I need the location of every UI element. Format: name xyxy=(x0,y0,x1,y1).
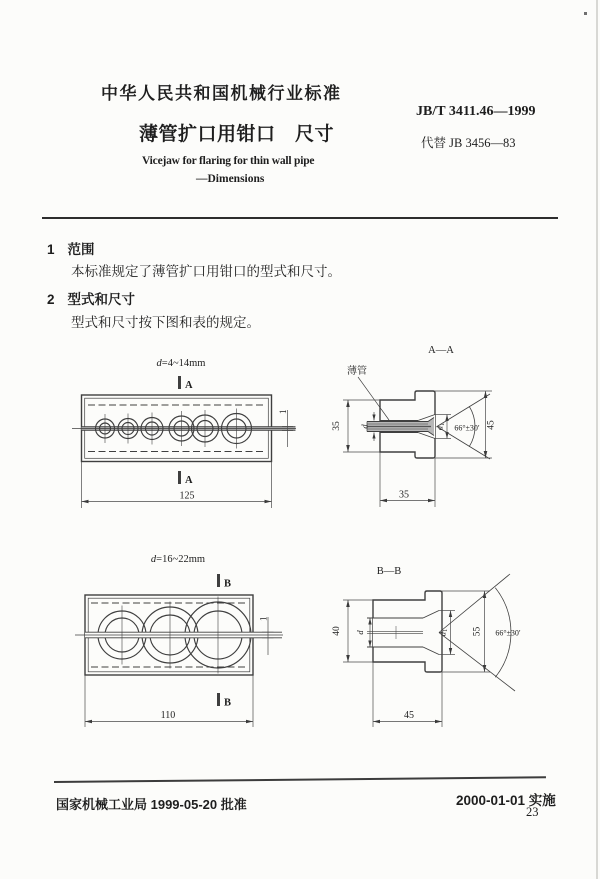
fig2-length-dim-label: 110 xyxy=(160,710,176,721)
fig2-height-right-dim-label: 55 xyxy=(472,626,483,637)
fig2-d-dim-label: d xyxy=(355,630,365,635)
replaces-note: 代替 JB 3456—83 xyxy=(421,136,516,150)
section-1-title: 范围 xyxy=(67,242,95,257)
english-title-line1: Vicejaw for flaring for thin wall pipe xyxy=(142,155,315,167)
fig2-section-letter-bottom: B xyxy=(224,697,232,709)
fig1-section-letter-bottom: A xyxy=(185,475,193,486)
section-2-heading xyxy=(47,288,135,308)
section-1-heading xyxy=(47,238,95,258)
fig1-angle-dim-label: 66°±30′ xyxy=(454,423,480,433)
fig2-angle-dim-label: 66°±30′ xyxy=(495,628,521,638)
fig1-height-right-dim-label: 45 xyxy=(486,420,497,430)
header-rule xyxy=(42,217,558,219)
fig2-section-view xyxy=(332,566,521,727)
fig1-height-left-dim-label: 35 xyxy=(332,421,342,431)
footer-rule xyxy=(54,776,546,782)
page-number: 23 xyxy=(526,805,539,819)
fig2-range-label: d=16~22mm xyxy=(150,554,206,565)
implementation-date: 2000-01-01 实施 xyxy=(456,793,556,808)
fig2-gap-dim-label: 1 xyxy=(258,616,269,621)
fig2-slot xyxy=(373,611,439,655)
fig1-plan-view xyxy=(72,395,296,508)
fig2-section-title: B—B xyxy=(376,566,402,577)
fig1-d-dim-label: d xyxy=(359,424,370,429)
fig1-d1-dim-label: d1 xyxy=(434,422,446,431)
english-title-line2: —Dimensions xyxy=(196,173,265,185)
fig1-section-title: A—A xyxy=(428,345,454,356)
section-1-number: 1 xyxy=(47,242,55,257)
standard-code: JB/T 3411.46—1999 xyxy=(416,104,536,119)
fig1-gap-dim-label: 1 xyxy=(278,409,288,414)
fig2-height-left-dim-label: 40 xyxy=(332,626,342,636)
figure1-drawing xyxy=(40,340,570,515)
fig1-width-dim-label: 35 xyxy=(399,489,409,501)
section-2-number: 2 xyxy=(47,292,55,307)
fig1-section-view xyxy=(332,345,497,507)
fig2-d1-dim-label: d1 xyxy=(437,628,449,637)
fig1-range-label: d=4~14mm xyxy=(156,358,206,369)
fig1-length-dim-label: 125 xyxy=(179,490,195,502)
section-1-body: 本标准规定了薄管扩口用钳口的型式和尺寸。 xyxy=(71,264,341,279)
standard-org-title: 中华人民共和国机械行业标准 xyxy=(101,84,342,103)
scan-edge-line xyxy=(596,0,598,879)
scan-speck xyxy=(584,12,587,15)
approval-note: 国家机械工业局 1999-05-20 批准 xyxy=(56,797,247,812)
fig2-section-letter-top: B xyxy=(224,578,232,590)
section-2-body: 型式和尺寸按下图和表的规定。 xyxy=(71,315,260,330)
fig1-section-letter-top: A xyxy=(185,380,193,391)
fig2-width-dim-label: 45 xyxy=(404,710,414,721)
fig1-pipe-leader xyxy=(358,377,389,420)
document-title: 薄管扩口用钳口 尺寸 xyxy=(139,124,335,145)
section-2-title: 型式和尺寸 xyxy=(67,292,136,307)
fig2-plan-view xyxy=(75,595,283,727)
figure2-drawing xyxy=(40,545,570,740)
fig1-pipe-label: 薄管 xyxy=(347,366,367,377)
